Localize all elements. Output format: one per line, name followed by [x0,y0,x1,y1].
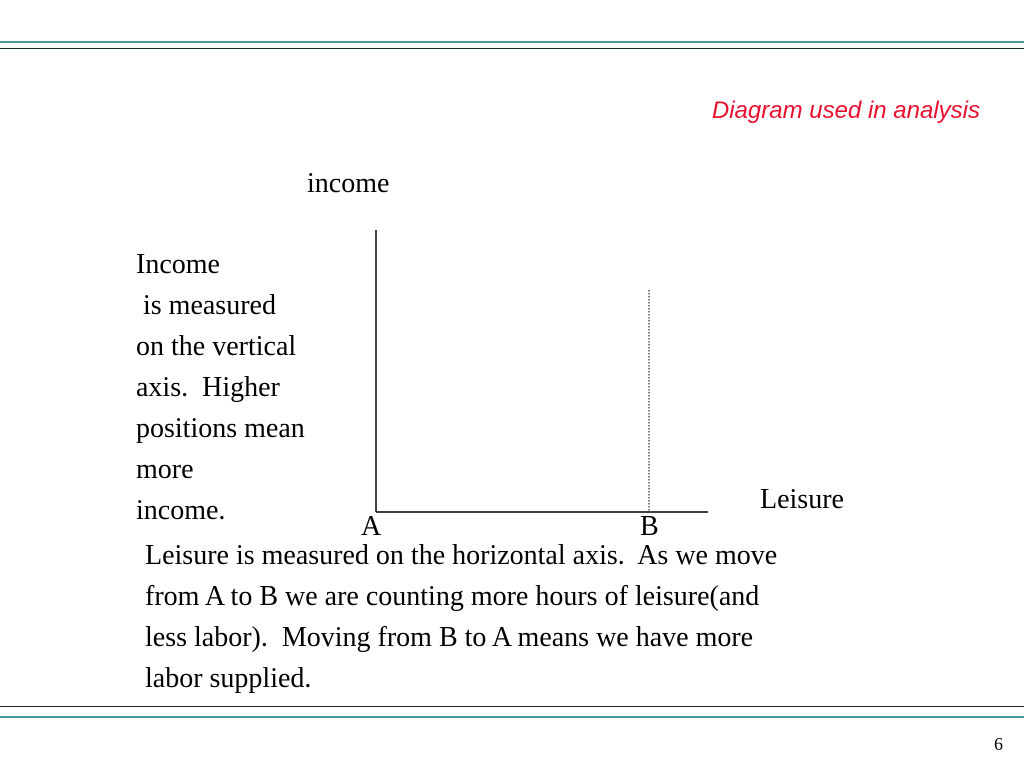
point-b-label: B [640,511,659,542]
bottom-rule-teal [0,716,1024,718]
x-axis-label: Leisure [760,484,844,515]
slide-heading: Diagram used in analysis [711,97,980,124]
income-note-line: positions mean [136,413,305,444]
income-note-line: more [136,454,194,485]
income-note-line: is measured [136,290,276,321]
income-explanation [136,244,305,531]
leisure-note-line: labor supplied. [145,663,312,694]
income-note-line: Income [136,249,220,280]
leisure-explanation [145,535,777,699]
page-number: 6 [994,734,1003,754]
leisure-note-line: from A to B we are counting more hours of leisure(and [145,581,760,612]
point-a-label: A [361,511,382,542]
leisure-note-line: less labor). Moving from B to A means we have more [145,622,754,653]
income-note-line: income. [136,495,226,526]
leisure-note-line: Leisure is measured on the horizontal axis. As we move [145,540,778,571]
bottom-rule-dark [0,706,1024,707]
income-note-line: axis. Higher [136,372,280,403]
income-note-line: on the vertical [136,331,297,362]
y-axis-label: income [307,168,390,199]
